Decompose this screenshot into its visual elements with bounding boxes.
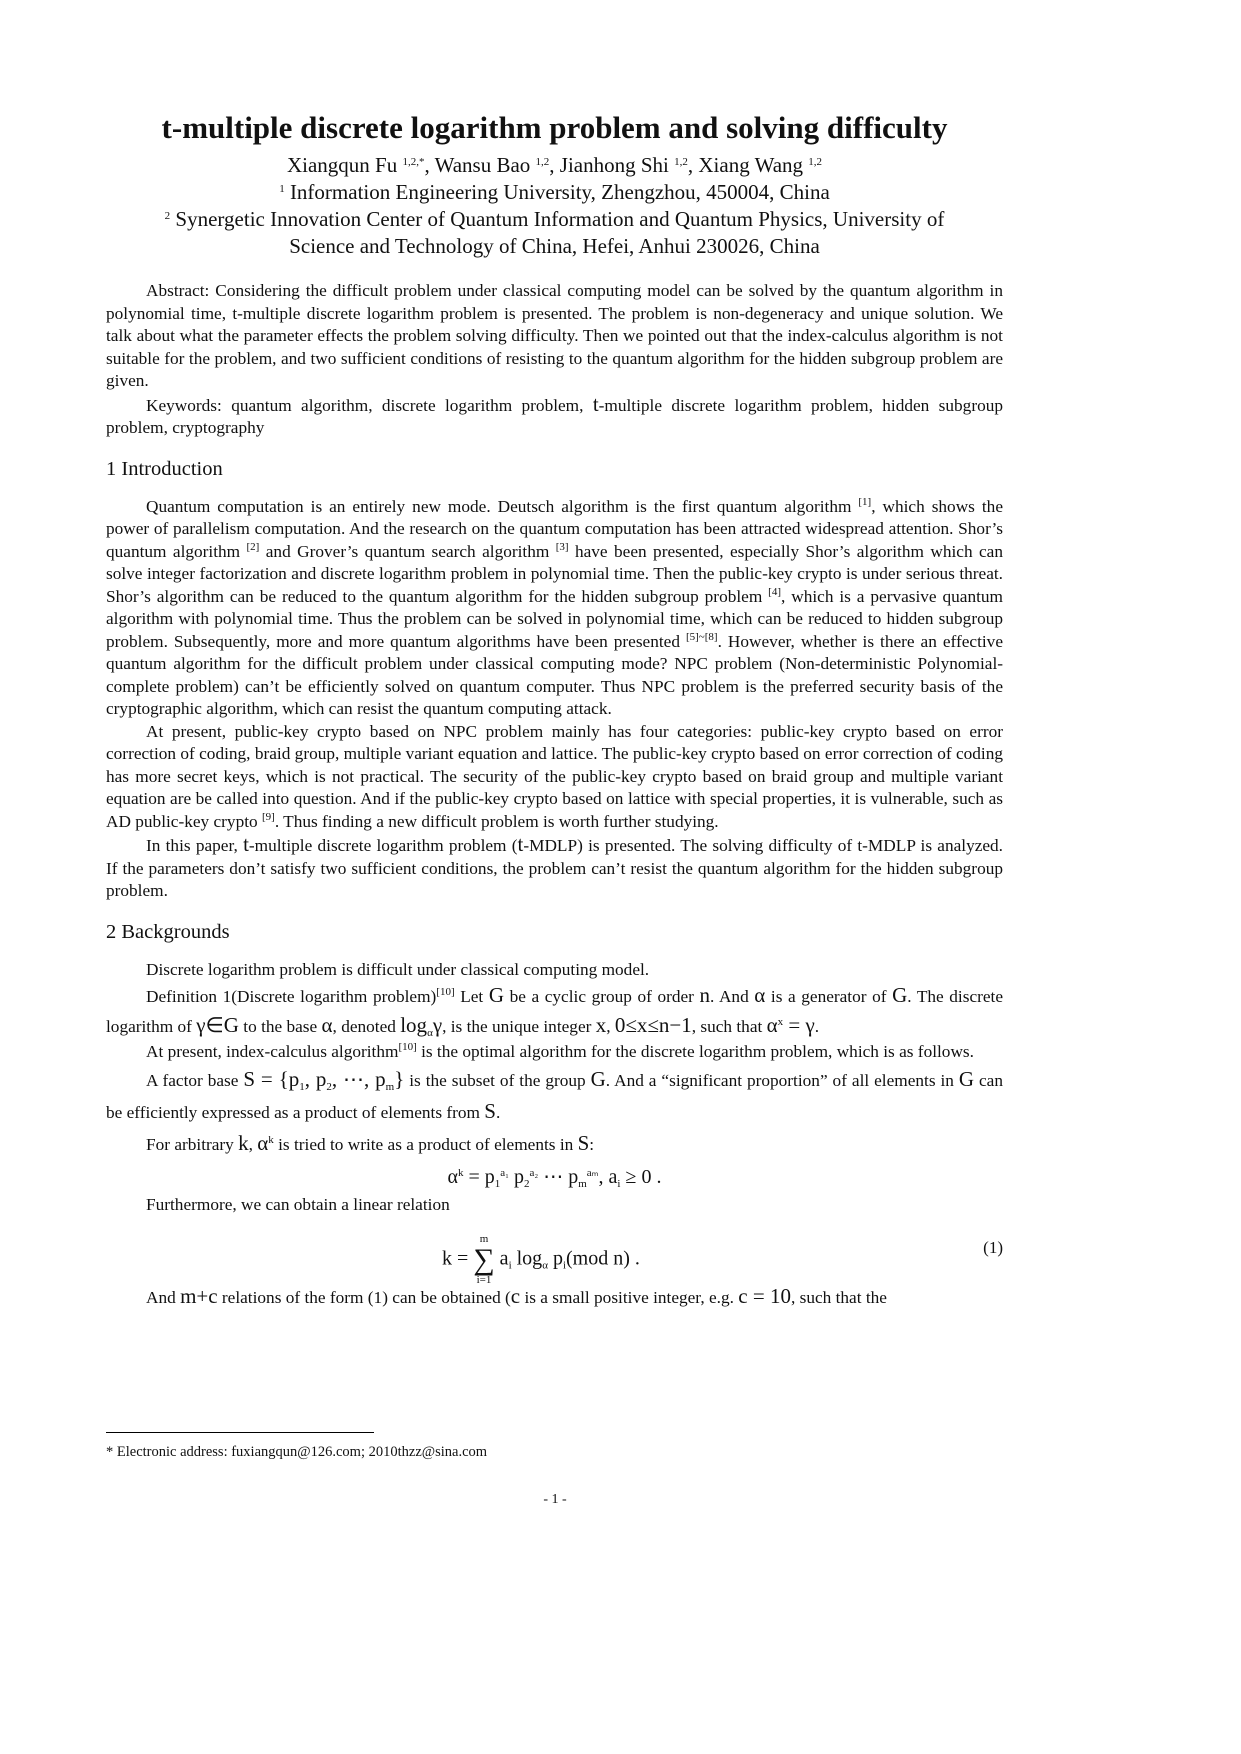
math-symbol: , ⋯, p <box>331 1066 386 1091</box>
sum-lower: i=1 <box>476 1274 492 1286</box>
superscript: [4] <box>768 585 781 598</box>
text-run: . The discrete logarithm of <box>106 987 1004 1036</box>
text-run: , Jianhong Shi <box>549 153 675 177</box>
authors <box>106 152 1003 179</box>
equation-1 <box>106 1216 1003 1286</box>
subscript: α <box>427 1027 433 1039</box>
text-run: . <box>495 1102 501 1122</box>
text-run: , a <box>598 1165 618 1188</box>
paragraph <box>106 833 1003 903</box>
text-run: Definition 1(Discrete logarithm problem) <box>146 987 437 1006</box>
superscript: [10] <box>436 986 455 998</box>
text-run: is a small positive integer, e.g. <box>520 1288 739 1307</box>
math-symbol: t <box>592 391 599 416</box>
text-run: Furthermore, we can obtain a linear relation <box>146 1194 450 1214</box>
sigma-symbol: ∑ <box>473 1243 495 1276</box>
superscript: x <box>777 1016 784 1028</box>
text-run: For arbitrary <box>146 1134 239 1154</box>
text-run: Discrete logarithm problem is difficult under classical computing model. <box>146 959 650 979</box>
text-run: Synergetic Innovation Center of Quantum Information and Quantum Physics, University of Science and Technology of China, Hefei, Anhui 230026, China <box>170 207 945 258</box>
text-run: can be efficiently expressed as a product of elements from <box>106 1070 1003 1122</box>
math-symbol: t <box>243 832 249 856</box>
superscript: 1,2 <box>535 156 550 168</box>
superscript: [3] <box>555 540 569 553</box>
superscript: [2] <box>246 540 260 553</box>
eq1-sub: i <box>562 1259 567 1272</box>
superscript: 2 <box>164 210 171 222</box>
math-symbol: t <box>517 832 524 856</box>
text-run: , Wansu Bao <box>424 153 536 177</box>
text-run: , Xiang Wang <box>687 153 809 177</box>
eq1-log: log <box>511 1247 543 1270</box>
superscript: [10] <box>398 1041 417 1053</box>
text-run: -multiple discrete logarithm problem, hidden subgroup problem, cryptography <box>106 395 1003 437</box>
text-run: Abstract: Considering the difficult problem under classical computing model can be solved by the quantum algorithm in polynomial time, t-multiple discrete logarithm problem is presented. The problem is non-degeneracy and unique solution. We talk about what the parameter effects the problem solving difficulty. Then we pointed out that the index-calculus algorithm is not suitable for the problem, and two sufficient conditions of resisting to the quantum algorithm for the hidden subgroup problem are given. <box>106 281 1003 390</box>
subscript: m <box>385 1080 395 1093</box>
text-run: : <box>589 1134 595 1154</box>
math-symbol: 0≤x≤n−1 <box>614 1013 692 1037</box>
text-run: A factor base <box>146 1070 244 1090</box>
text-run: Information Engineering University, Zhengzhou, 450004, China <box>284 180 830 204</box>
text-run: is the optimal algorithm for the discrete logarithm problem, which is as follows. <box>416 1042 974 1061</box>
equation-product <box>106 1162 1003 1192</box>
eq1-term: p <box>547 1247 563 1270</box>
math-symbol: G <box>590 1066 606 1091</box>
math-symbol: α <box>754 983 766 1007</box>
affiliation-2 <box>106 206 1003 260</box>
text-run: have been presented, especially Shor’s algorithm which can solve integer factorization and discrete logarithm problem in polynomial time. Then the public-key crypto is under serious threat. Shor’s algorithm can be reduced to the quantum algorithm for the hidden subgroup problem <box>106 541 1003 606</box>
eq1-sub: i <box>508 1259 512 1272</box>
affiliation-1 <box>106 179 1003 206</box>
math-symbol: n <box>699 983 710 1007</box>
text-run: At present, index-calculus algorithm <box>146 1042 399 1061</box>
superscript: 1 <box>279 183 285 195</box>
superscript: [9] <box>261 810 275 823</box>
text-run: is tried to write as a product of elements in <box>273 1134 578 1154</box>
paragraph <box>106 1041 1003 1064</box>
footnote-divider <box>106 1432 374 1433</box>
text-run: is a generator of <box>765 987 893 1006</box>
text-run: Keywords: quantum algorithm, discrete logarithm problem, <box>146 395 593 415</box>
subscript: m <box>578 1177 587 1190</box>
math-symbol: G <box>892 983 908 1007</box>
section-heading-introduction: 1 Introduction <box>106 457 223 480</box>
paper-page <box>106 108 1003 1312</box>
math-symbol: , p <box>304 1066 327 1091</box>
sum-upper: m <box>479 1233 489 1245</box>
math-symbol: log <box>400 1013 428 1037</box>
eq1-term: a <box>499 1247 509 1270</box>
text-run: In this paper, <box>146 836 244 855</box>
superscript: k <box>458 1166 464 1179</box>
math-symbol: G <box>488 983 504 1007</box>
text-run: , such that the <box>790 1288 887 1307</box>
text-run: , <box>606 1017 615 1036</box>
superscript: 1,2 <box>808 156 823 168</box>
superscript: aₘ <box>586 1166 599 1179</box>
text-run: And <box>146 1288 181 1307</box>
summation <box>473 1234 494 1286</box>
math-symbol: S <box>484 1098 496 1123</box>
text-run: Let <box>454 987 489 1006</box>
math-symbol: k <box>238 1130 249 1155</box>
abstract <box>106 280 1003 393</box>
text-run: is the subset of the group <box>404 1070 591 1090</box>
text-run: . However, whether is there an effective quantum algorithm for the difficult problem under classical computing mode? NPC problem (Non-deterministic Polynomial-complete problem) can’t be efficiently solved on quantum computer. Thus NPC problem is the preferred security basis of the cryptographic algorithm, which can resist the quantum computing attack. <box>106 631 1003 718</box>
subscript: 2 <box>524 1177 530 1190</box>
superscript: a₂ <box>529 1166 539 1179</box>
paragraph <box>106 1064 1003 1128</box>
text-run: = p <box>463 1165 495 1188</box>
paper-title: t-multiple discrete logarithm problem and solving difficulty <box>161 110 948 145</box>
superscript: 1,2,* <box>402 156 425 168</box>
definition-1 <box>106 981 1003 1041</box>
text-run: . <box>814 1017 820 1036</box>
math-symbol: G <box>958 1066 975 1091</box>
subscript: 2 <box>326 1080 332 1093</box>
superscript: a₁ <box>500 1166 509 1179</box>
text-run: -multiple discrete logarithm problem ( <box>248 836 518 855</box>
text-run: . And a “significant proportion” of all elements in <box>605 1070 959 1090</box>
math-symbol: x <box>595 1013 607 1037</box>
text-run: ≥ 0 . <box>620 1165 662 1188</box>
footnote: * Electronic address: fuxiangqun@126.com; 2010thzz@sina.com <box>106 1444 488 1460</box>
paragraph <box>106 1194 1003 1217</box>
text-run: , such that <box>691 1017 767 1036</box>
superscript: 1,2 <box>674 156 688 168</box>
text-run: be a cyclic group of order <box>504 987 700 1006</box>
math-symbol: S <box>577 1130 590 1155</box>
keywords <box>106 393 1003 440</box>
text-run: p <box>509 1165 524 1188</box>
subscript: i <box>617 1177 621 1190</box>
abstract-block <box>106 280 1003 440</box>
subscript: 1 <box>299 1080 305 1093</box>
paragraph <box>106 496 1003 721</box>
text-run: , which shows the power of parallelism computation. And the research on the quantum computation has been attracted widespread attention. Shor’s quantum algorithm <box>106 496 1003 561</box>
text-run: relations of the form (1) can be obtained ( <box>217 1288 511 1307</box>
math-symbol: α <box>321 1013 333 1037</box>
text-run: and Grover’s quantum search algorithm <box>259 541 556 561</box>
paragraph <box>106 1128 1003 1160</box>
text-run: Quantum computation is an entirely new mode. Deutsch algorithm is the first quantum algorithm <box>146 496 859 516</box>
text-run: . Thus finding a new difficult problem is worth further studying. <box>274 811 719 831</box>
superscript: [5]~[8] <box>685 630 718 643</box>
text-run: α <box>447 1165 458 1188</box>
equation-number: (1) <box>983 1238 1003 1257</box>
paragraph <box>106 721 1003 834</box>
math-symbol: α <box>257 1130 269 1155</box>
math-symbol: c <box>510 1284 521 1308</box>
text-run: , <box>248 1134 258 1154</box>
math-symbol: α <box>766 1013 778 1037</box>
paragraph <box>106 1282 1003 1312</box>
text-run: At present, public-key crypto based on NPC problem mainly has four categories: public-key crypto based on error correction of coding, braid group, multiple variant equation and lattice. The public-key crypto based on error correction of coding has more secret keys, which is not practical. The security of the public-key crypto based on braid group and multiple variant equation are be called into question. And if the public-key crypto based on lattice with special properties, it is vulnerable, such as AD public-key crypto <box>106 721 1003 831</box>
author-block <box>106 152 1003 260</box>
eq1-mod: (mod n) . <box>566 1247 640 1270</box>
math-symbol: m+c <box>180 1284 218 1308</box>
text-run: , which is a pervasive quantum algorithm with polynomial time. Thus the problem can be solved in polynomial time, which can be reduced to hidden subgroup problem. Subsequently, more and more quantum algorithms have been presented <box>106 586 1003 651</box>
section-heading-backgrounds: 2 Backgrounds <box>106 920 230 943</box>
text-run: , is the unique integer <box>442 1017 596 1036</box>
math-symbol: S = {p <box>243 1066 300 1091</box>
text-run: . And <box>710 987 755 1006</box>
math-symbol: γ∈G <box>196 1013 239 1037</box>
eq1-sub: α <box>542 1259 548 1272</box>
text-run: to the base <box>238 1017 322 1036</box>
math-symbol: γ <box>432 1013 443 1037</box>
page-number: - 1 - <box>543 1492 567 1507</box>
text-run: ⋯ p <box>538 1165 579 1188</box>
text-run: -MDLP) is presented. The solving difficulty of t-MDLP is analyzed. If the parameters don’t satisfy two sufficient conditions, the problem can’t resist the quantum algorithm for the hidden subgroup problem. <box>106 836 1004 900</box>
paragraph <box>106 959 1003 982</box>
math-symbol: } <box>394 1066 405 1091</box>
math-symbol: c = 10 <box>738 1284 791 1308</box>
eq1-lhs: k = <box>442 1247 469 1270</box>
text-run: , denoted <box>332 1017 401 1036</box>
superscript: [1] <box>858 495 872 508</box>
superscript: k <box>268 1133 274 1146</box>
subscript: 1 <box>494 1177 501 1190</box>
math-symbol: = γ <box>783 1013 815 1037</box>
text-run: Xiangqun Fu <box>286 153 403 177</box>
